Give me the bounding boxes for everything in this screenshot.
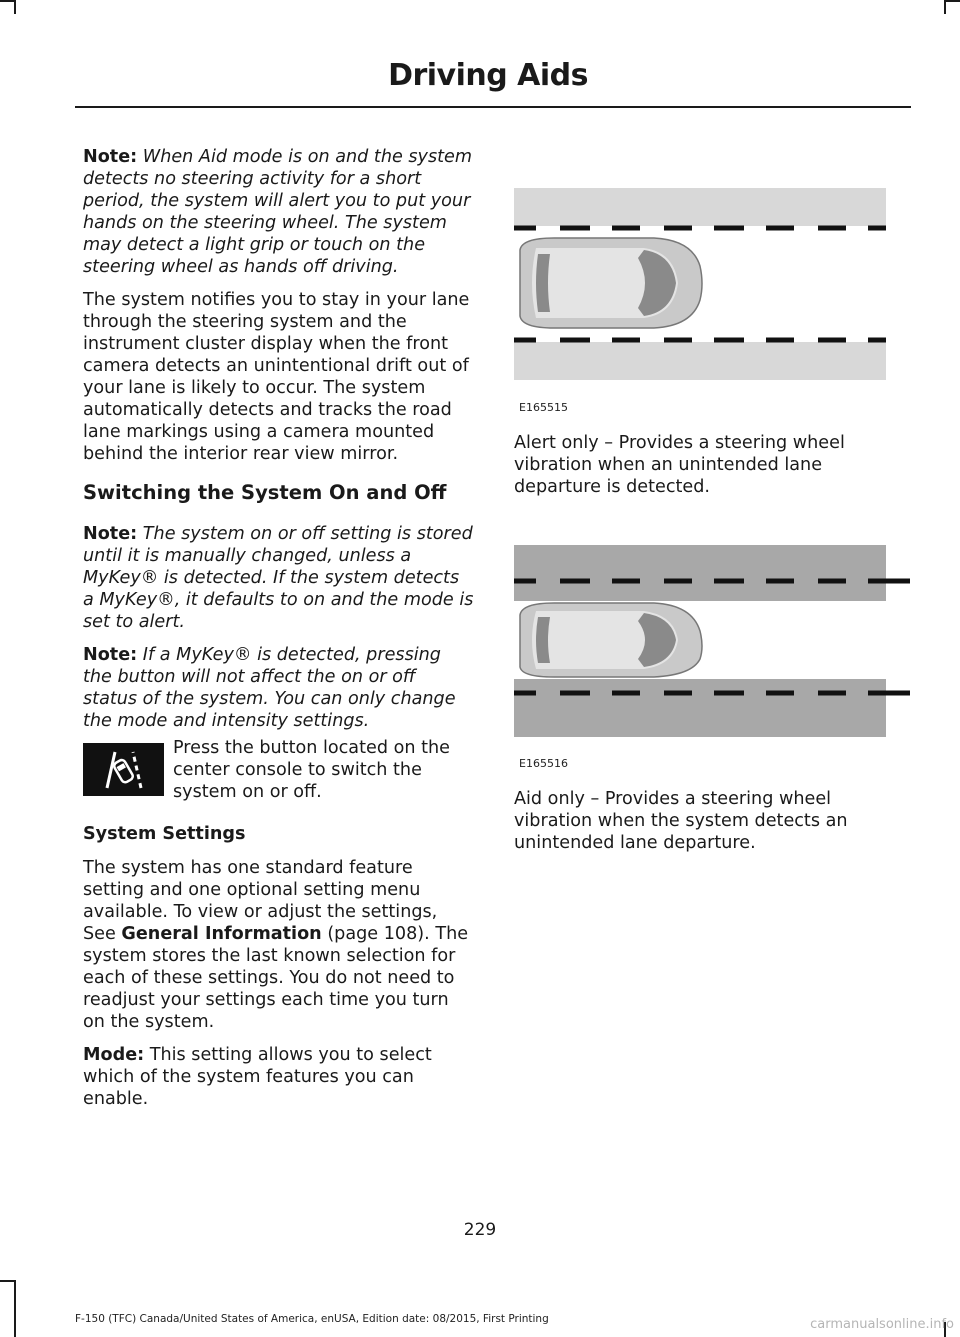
header-divider (75, 106, 911, 108)
crop-mark (946, 0, 960, 2)
note-aid-mode (83, 146, 475, 278)
note-label: Note: (83, 645, 138, 665)
crop-mark (0, 1280, 14, 1282)
note-mykey-button (83, 644, 475, 732)
edition-footer: F-150 (TFC) Canada/United States of America, enUSA, Edition date: 08/2015, First Printing (75, 1313, 549, 1325)
watermark: carmanualsonline.info (810, 1317, 954, 1332)
crop-mark (14, 0, 16, 14)
crop-mark (14, 1280, 16, 1337)
note-label: Note: (83, 147, 138, 167)
icon-instruction: Press the button located on the center console to switch the system on or off. (173, 738, 450, 802)
note-text: When Aid mode is on and the system detects no steering activity for a short period, the system will alert you to put your hands on the steering wheel. The system may detect a light grip or touch on the steering wheel as hands off driving. (83, 147, 473, 277)
note-mykey-setting (83, 523, 475, 633)
page-number: 229 (463, 1220, 497, 1240)
figure-code: E165515 (519, 401, 568, 414)
crop-mark (944, 0, 946, 14)
subsection-heading: System Settings (83, 824, 246, 844)
lane-figure-alert (514, 188, 886, 380)
page-reference: (page 108). (327, 924, 430, 944)
lane-keeping-icon (83, 743, 164, 796)
mode-paragraph (83, 1044, 475, 1110)
settings-paragraph (83, 857, 475, 1033)
mode-text: This setting allows you to select which of the system features you can enable. (83, 1045, 432, 1109)
section-heading: Switching the System On and Off (83, 481, 447, 504)
figure-caption: Aid only – Provides a steering wheel vibration when the system detects an unintended lane departure. (514, 789, 848, 853)
body-paragraph: The system notifies you to stay in your lane through the steering system and the instrument cluster display when the front camera detects an unintentional drift out of your lane is likely to occur. The system automatically detects and tracks the road lane markings using a camera mounted behind the interior rear view mirror. (83, 290, 470, 464)
note-text: The system on or off setting is stored until it is manually changed, unless a MyKey® is detected. If the system detects a MyKey®, it defaults to on and the mode is set to alert. (83, 524, 474, 632)
note-label: Note: (83, 524, 138, 544)
left-column (83, 146, 475, 1121)
lane-keeping-button-row (83, 738, 475, 803)
crop-mark (0, 0, 14, 2)
mode-label: Mode: (83, 1045, 145, 1065)
settings-text: The system stores the last known selection for each of these settings. You do not need to readjust your settings each time you turn on the system. (83, 924, 469, 1032)
page-title: Driving Aids (388, 58, 588, 93)
note-text: If a MyKey® is detected, pressing the button will not affect the on or off status of the system. You can only change the mode and intensity settings. (83, 645, 456, 731)
settings-text: The system has one standard feature setting and one optional setting menu available. To view or adjust the settings, See (83, 858, 438, 944)
figure-caption: Alert only – Provides a steering wheel vibration when an unintended lane departure is detected. (514, 433, 845, 497)
car-icon (520, 238, 702, 328)
lane-figure-aid (514, 545, 886, 737)
figure-code: E165516 (519, 757, 568, 770)
car-icon (520, 603, 702, 677)
cross-reference-link[interactable]: General Information (121, 924, 322, 944)
